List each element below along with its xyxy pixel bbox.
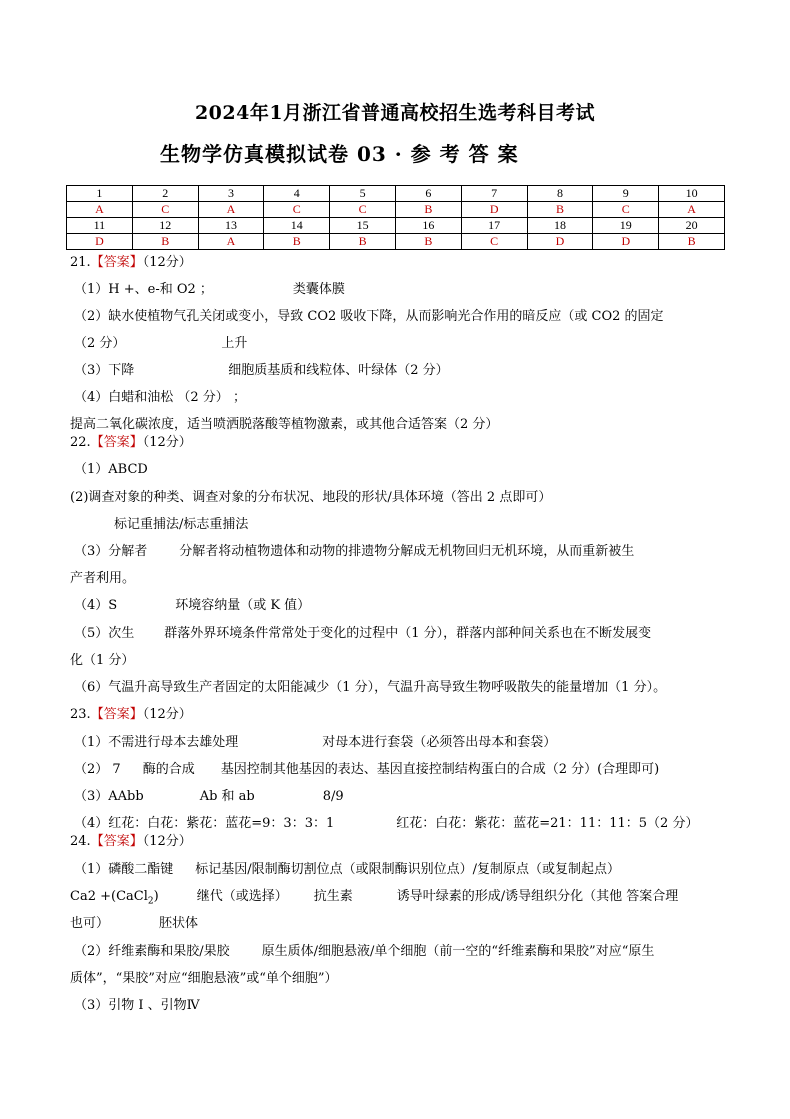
q23-4a: （4）红花：白花：紫花：蓝花=9：3：3：1: [74, 816, 335, 831]
q22-line-4: [74, 544, 634, 560]
question-number: 16: [395, 218, 461, 234]
q24-line-5: 质体”，“果胶”对应“细胞悬液”或“单个细胞”）: [70, 971, 338, 986]
q22-header: [70, 435, 192, 451]
q24-line-1: [74, 862, 620, 878]
answer-tag: 【答案】: [90, 834, 143, 849]
question-number: 5: [330, 186, 396, 202]
q24-2d: ): [153, 889, 159, 904]
q24-header: [70, 834, 192, 850]
q22-6a: （4）S: [74, 598, 118, 613]
answer-cell: B: [132, 234, 198, 250]
q22-line-2: (2)调查对象的种类、调查对象的分布状况、地段的形状/具体环境（答出 2 点即可）: [70, 490, 552, 505]
q24-number: 24.: [70, 834, 91, 849]
answer-key-title: 生物学仿真模拟试卷 03 · 参 考 答 案: [160, 142, 519, 166]
q23-1b: 对母本进行套袋（必须答出母本和套袋）: [322, 735, 557, 750]
answer-cell: B: [395, 202, 461, 218]
q23-3c: 8/9: [322, 789, 344, 804]
q21-line-4: [74, 363, 449, 379]
q24-score: （12分）: [142, 834, 192, 849]
question-number: 14: [264, 218, 330, 234]
q23-header: [70, 707, 192, 723]
q24-line-4: [74, 944, 654, 960]
q24-2e: 继代（或选择）: [196, 889, 288, 904]
q23-score: （12分）: [142, 707, 192, 722]
question-number: 3: [198, 186, 264, 202]
answer-cell: C: [132, 202, 198, 218]
q21-1b: 类囊体膜: [292, 282, 345, 297]
question-number: 1: [67, 186, 133, 202]
q21-line-3: [74, 336, 247, 352]
question-number: 17: [461, 218, 527, 234]
answer-cell: A: [67, 202, 133, 218]
q21-line-1: [74, 282, 345, 298]
q21-number: 21.: [70, 255, 91, 270]
q21-score: （12分）: [142, 255, 192, 270]
question-number: 11: [67, 218, 133, 234]
q22-4b: 分解者将动植物遗体和动物的排遗物分解成无机物回归无机环境，从而重新被生: [179, 544, 635, 559]
q23-line-4: [74, 816, 698, 832]
q24-line-2: [70, 889, 678, 910]
question-number: 4: [264, 186, 330, 202]
question-number: 18: [527, 218, 593, 234]
q22-line-3: 标记重捕法/标志重捕法: [114, 517, 249, 532]
q24-2g: 诱导叶绿素的形成/诱导组织分化（其他 答案合理: [396, 889, 679, 904]
q23-number: 23.: [70, 707, 91, 722]
question-number: 12: [132, 218, 198, 234]
q21-line-2: （2）缺水使植物气孔关闭或变小，导致 CO2 吸收下降，从而影响光合作用的暗反应（或 CO2 的固定: [74, 309, 664, 324]
question-number: 9: [593, 186, 659, 202]
q23-3a: （3）AAbb: [74, 789, 144, 804]
q24-4a: （2）纤维素酶和果胶/果胶: [74, 944, 230, 959]
answer-cell: C: [264, 202, 330, 218]
question-number: 19: [593, 218, 659, 234]
q24-3a: 也可）: [70, 916, 110, 931]
q21-3a: （2 分）: [74, 336, 126, 351]
q23-4b: 红花：白花：紫花：蓝花=21：11：11：5（2 分）: [396, 816, 699, 831]
q21-4b: 细胞质基质和线粒体、叶绿体（2 分）: [228, 363, 449, 378]
exam-title: 2024年1月浙江省普通高校招生选考科目考试: [194, 102, 596, 124]
answer-cell: C: [593, 202, 659, 218]
q24-2a: Ca2 +: [70, 889, 111, 904]
answer-cell: B: [395, 234, 461, 250]
q22-4a: （3）分解者: [74, 544, 148, 559]
answer-cell: A: [659, 202, 725, 218]
q22-line-1: （1）ABCD: [74, 462, 148, 477]
answer-cell: B: [659, 234, 725, 250]
q24-3b: 胚状体: [159, 916, 199, 931]
q24-2b: (CaCl: [111, 889, 148, 904]
q22-line-8: 化（1 分）: [70, 653, 135, 668]
q23-2a: （2） 7: [74, 762, 121, 777]
answer-cell: A: [198, 234, 264, 250]
q22-line-5: 产者利用。: [70, 571, 136, 586]
answer-cell: D: [67, 234, 133, 250]
q21-line-6: 提高二氧化碳浓度，适当喷洒脱落酸等植物激素，或其他合适答案（2 分）: [70, 417, 499, 432]
table-row: [67, 186, 725, 202]
question-number: 7: [461, 186, 527, 202]
q22-line-7: [74, 626, 651, 642]
q23-2c: 基因控制其他基因的表达、基因直接控制结构蛋白的合成（2 分）(合理即可): [220, 762, 660, 777]
question-number: 13: [198, 218, 264, 234]
q22-number: 22.: [70, 435, 91, 450]
answer-cell: D: [593, 234, 659, 250]
q24-line-6: （3）引物 I 、引物Ⅳ: [74, 998, 200, 1013]
answer-cell: B: [527, 202, 593, 218]
q21-4a: （3）下降: [74, 363, 135, 378]
answer-cell: C: [461, 234, 527, 250]
q22-6b: 环境容纳量（或 K 值）: [175, 598, 311, 613]
q23-2b: 酶的合成: [142, 762, 195, 777]
q24-1a: （1）磷酸二酯键: [74, 862, 174, 877]
q24-line-3: [70, 916, 198, 932]
question-number: 10: [659, 186, 725, 202]
answer-cell: B: [264, 234, 330, 250]
q22-line-6: [74, 598, 310, 614]
question-number: 8: [527, 186, 593, 202]
q24-1b: 标记基因/限制酶切割位点（或限制酶识别位点）/复制原点（或复制起点）: [195, 862, 621, 877]
q21-3b: 上升: [221, 336, 248, 351]
q23-line-1: [74, 735, 556, 751]
table-row: [67, 218, 725, 234]
q24-4b: 原生质体/细胞悬液/单个细胞（前一空的“纤维素酶和果胶”对应“原生: [261, 944, 655, 959]
answer-cell: D: [461, 202, 527, 218]
q23-3b: Ab 和 ab: [199, 789, 255, 804]
q22-7b: 群落外界环境条件常常处于变化的过程中（1 分），群落内部种间关系也在不断发展变: [164, 626, 652, 641]
question-number: 6: [395, 186, 461, 202]
question-number: 20: [659, 218, 725, 234]
answer-tag: 【答案】: [90, 435, 143, 450]
q21-line-5: （4）白蜡和油松 （2 分） ；: [74, 390, 246, 405]
q21-1a: （1）H +、e-和 O2 ；: [74, 282, 213, 297]
table-row: [67, 234, 725, 250]
question-number: 2: [132, 186, 198, 202]
question-number: 15: [330, 218, 396, 234]
q23-1a: （1）不需进行母本去雄处理: [74, 735, 239, 750]
answer-table: [66, 185, 725, 250]
q24-2c: 2: [147, 896, 154, 907]
q22-7a: （5）次生: [74, 626, 135, 641]
answer-tag: 【答案】: [90, 255, 143, 270]
q21-header: [70, 255, 192, 271]
answer-tag: 【答案】: [90, 707, 143, 722]
table-row: [67, 202, 725, 218]
answer-cell: C: [330, 202, 396, 218]
answer-cell: D: [527, 234, 593, 250]
answer-cell: A: [198, 202, 264, 218]
answer-cell: B: [330, 234, 396, 250]
q23-line-2: [74, 762, 659, 778]
q24-2f: 抗生素: [313, 889, 353, 904]
q23-line-3: [74, 789, 344, 805]
q22-score: （12分）: [142, 435, 192, 450]
q22-line-9: （6）气温升高导致生产者固定的太阳能减少（1 分），气温升高导致生物呼吸散失的能量增加（1 分）。: [74, 680, 667, 695]
